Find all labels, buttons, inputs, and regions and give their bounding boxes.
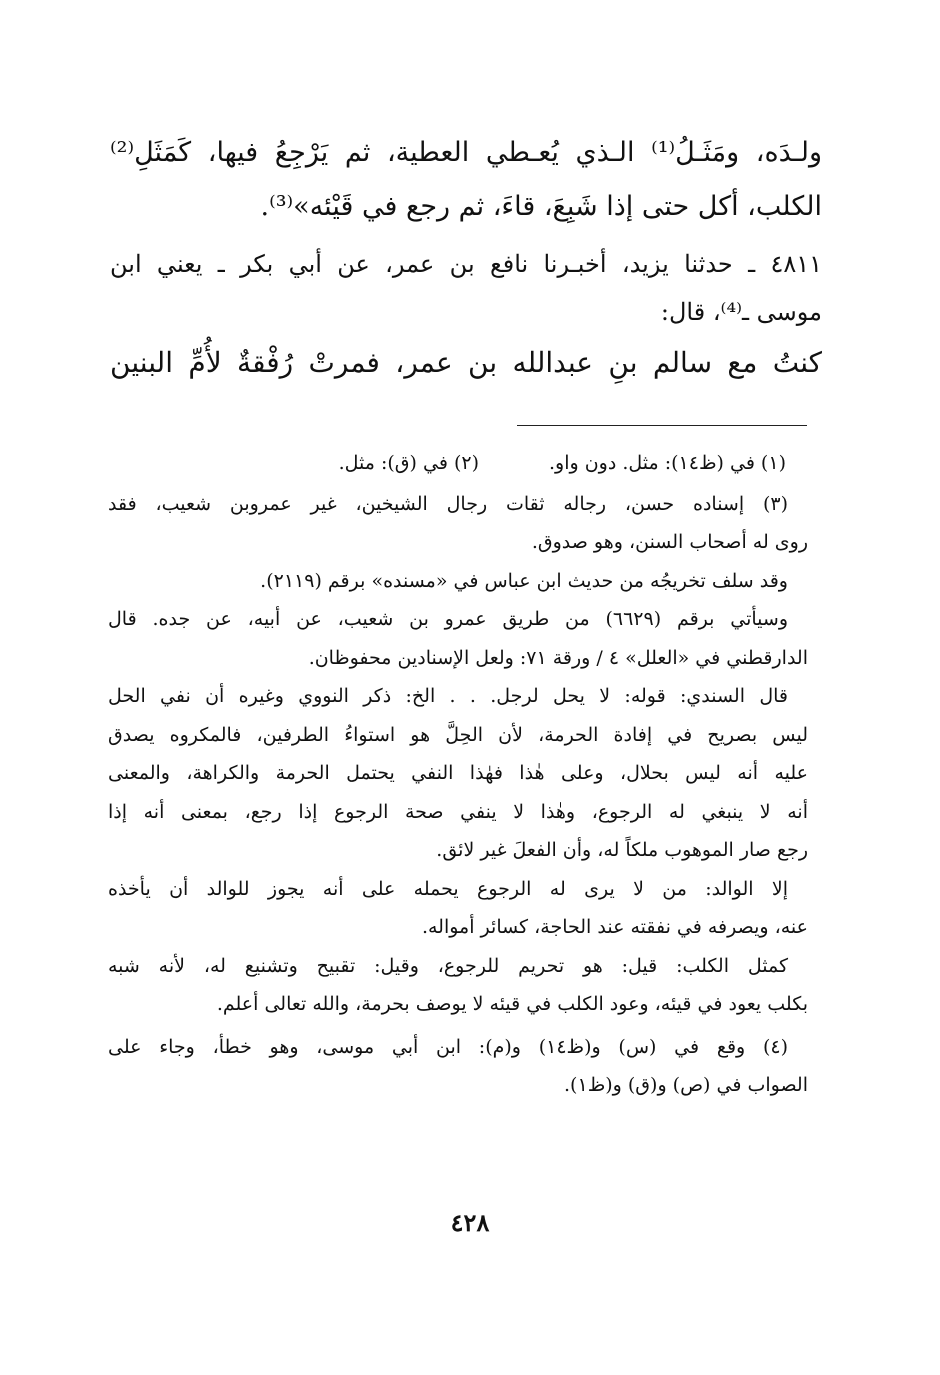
footnote-paragraph: الدارقطني في «العلل» ٤ / ورقة ٧١: ولعل الإسنادين محفوظان. xyxy=(308,646,808,669)
footnote-paragraph: عليه أنه ليس بحلال، وعلى هٰذا فهٰذا النفي يحتمل الحرمة والكراهة، والمعنى xyxy=(108,762,808,784)
hadith-continuation: كنتُ مع سالم بنِ عبدالله بن عمر، فمرتْ رُفْقةٌ لأُمِّ البنين xyxy=(110,346,822,379)
footnote-3-line: (٣) إسناده حسن، رجاله ثقات رجال الشيخين، غير عمروبن شعيب، فقد xyxy=(108,492,788,515)
footnote-3-line: روى له أصحاب السنن، وهو صدوق. xyxy=(531,531,808,553)
footnote-paragraph: عنه، ويصرفه في نفقته عند الحاجة، كسائر أمواله. xyxy=(421,916,808,938)
hadith-line: ٤٨١١ ـ حدثنا يزيد، أخبـرنا نافع بن عمر، عن أبي بكر ـ يعني ابن xyxy=(110,250,822,278)
page-number: ٤٢٨ xyxy=(450,1208,490,1237)
footnote-1: (١) في (ظ١٤): مثل. دون واو. xyxy=(549,452,786,474)
footnote-paragraph: وسيأتي برقم (٦٦٢٩) من طريق عمرو بن شعيب، عن أبيه، عن جده. قال xyxy=(108,608,789,630)
footnote-2: (٢) في (ق): مثل. xyxy=(338,452,479,474)
footnote-paragraph: كمثل الكلب: قيل: هو تحريم للرجوع، وقيل: تقبيح وتشنيع له، لأنه شبه xyxy=(108,954,788,977)
main-text-line: الكلب، أكل حتى إذا شَبِعَ، قاءَ، ثم رجع في قَيْئه»⁽³⁾. xyxy=(260,191,822,222)
footnote-4-line: (٤) وقع في (س) و(ظ١٤) و(م): ابن أبي موسى، وهو خطأ، وجاء على xyxy=(108,1035,788,1058)
hadith-line: موسى ـ⁽⁴⁾، قال: xyxy=(660,298,822,326)
footnote-paragraph: ليس بصريح في إفادة الحرمة، لأن الحِلَّ هو استواءُ الطرفين، فالمكروه يصدق xyxy=(108,723,808,746)
footnote-paragraph: رجع صار الموهوب ملكاً له، وأن الفعلَ غير لائق. xyxy=(436,839,808,861)
main-text xyxy=(110,126,822,398)
footnote-4-line: الصواب في (ص) و(ق) و(ظ١). xyxy=(564,1074,808,1096)
footnote-paragraph: أنه لا ينبغي له الرجوع، وهٰذا لا ينفي صحة الرجوع إذا رجع، بمعنى أنه إذا xyxy=(108,800,808,823)
footnote-divider xyxy=(517,425,807,426)
footnote-paragraph: وقد سلف تخريجُه من حديث ابن عباس في «مسنده» برقم (٢١١٩). xyxy=(260,569,788,592)
main-text-line: ولـدَه، ومَثَـلُ⁽¹⁾ الـذي يُعـطي العطية، ثم يَرْجِعُ فيها، كَمَثَلِ⁽²⁾ xyxy=(110,137,822,168)
footnote-paragraph: إلا الوالد: من لا يرى له الرجوع يحمله على أنه يجوز للوالد أن يأخذه xyxy=(108,877,788,900)
footnote-paragraph: قال السندي: قوله: لا يحل لرجل. . . الخ: ذكر النووي وغيره أن نفي الحل xyxy=(108,685,788,707)
footnote-paragraph: بكلب يعود في قيئه، وعود الكلب في قيئه لا يوصف بحرمة، والله تعالى أعلم. xyxy=(216,993,808,1015)
footnotes xyxy=(108,444,808,1105)
footnote-row-1-2 xyxy=(108,444,808,483)
